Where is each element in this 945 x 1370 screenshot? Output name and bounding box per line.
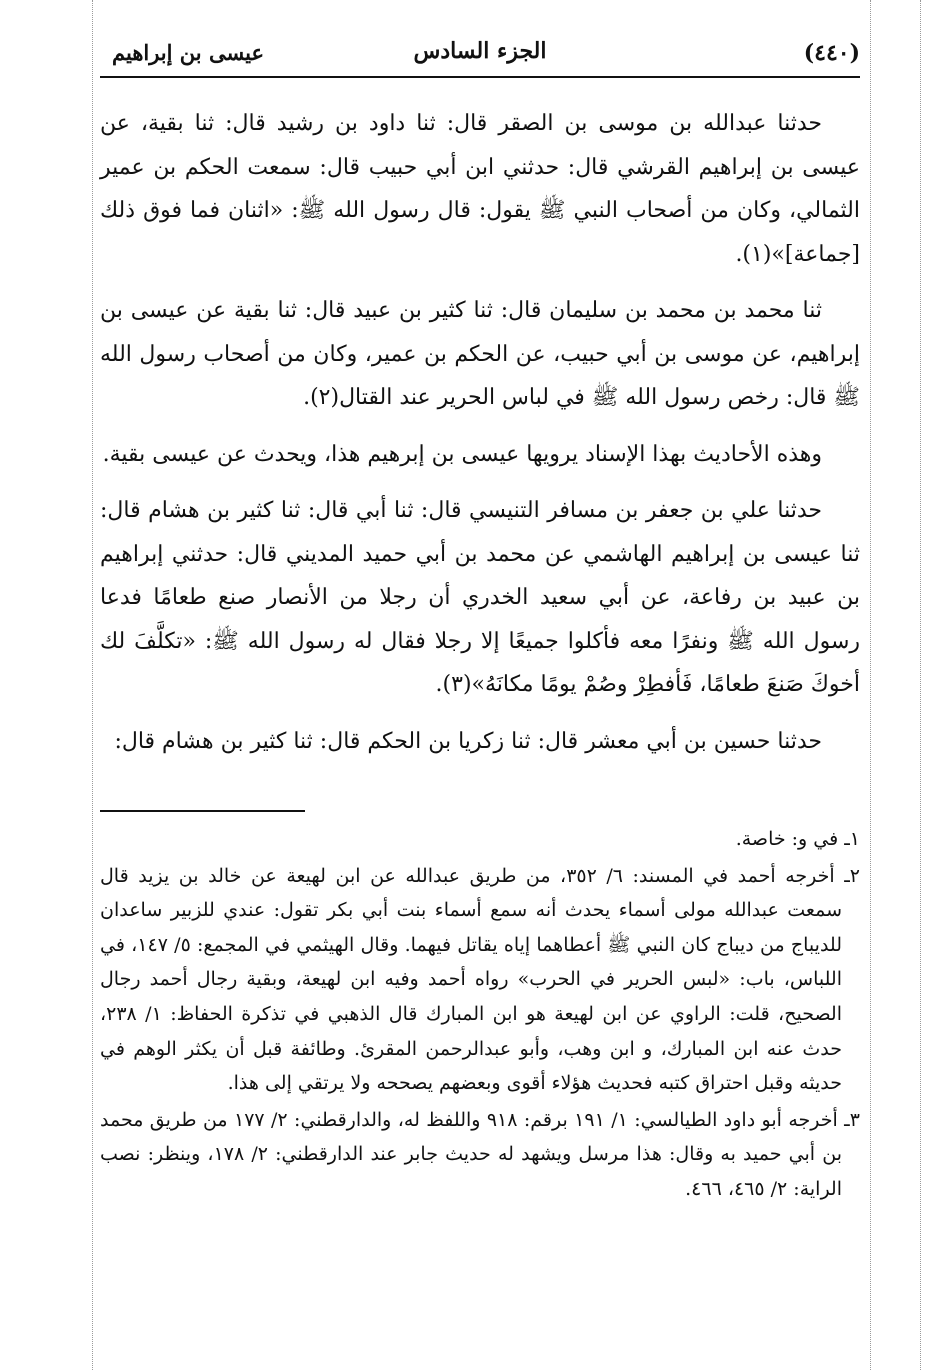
- page-guide-line: [920, 0, 921, 1370]
- header-rule: [100, 76, 860, 78]
- paragraph: حدثنا عبدالله بن موسى بن الصقر قال: ثنا داود بن رشيد قال: ثنا بقية، عن عيسى بن إبراهيم القرشي قال: حدثني ابن أبي حبيب قال: سمعت الحكم بن عمير الثمالي، وكان من أصحاب النبي ﷺ يقول: قال رسول الله ﷺ: «اثنان فما فوق ذلك [جماعة]»(١).: [100, 111, 860, 267]
- footnote: ٢ـ أخرجه أحمد في المسند: ٦/ ٣٥٢، من طريق عبدالله عن ابن لهيعة عن خالد بن يزيد قال سمعت عبدالله مولى أسماء يحدث أنه سمع أسماء بنت أبي بكر تقول: عندي للزبير ساعدان للديباج من ديباج كان النبي ﷺ أعطاهما إياه يقاتل فيهما. وقال الهيثمي في المجمع: ٥/ ١٤٧، في اللباس، باب: «لبس الحرير في الحرب» رواه أحمد وفيه ابن لهيعة، وبقية رجال أحمد رجال الصحيح، قلت: الراوي عن ابن لهيعة هو ابن المبارك قال الذهبي في تذكرة الحفاظ: ١/ ٢٣٨، حدث عنه ابن المبارك، و ابن وهب، وأبو عبدالرحمن المقرئ. وطائفة قبل أن يكثر الوهم في حديثه وقبل احتراق كتبه فحديث هؤلاء أقوى وبعضهم يصححه ولا يرتقي إلى هذا.: [100, 864, 860, 1095]
- paragraph: ثنا محمد بن محمد بن سليمان قال: ثنا كثير بن عبيد قال: ثنا بقية عن عيسى بن إبراهيم، عن موسى بن أبي حبيب، عن الحكم بن عمير، وكان من أصحاب رسول الله ﷺ قال: رخص رسول الله ﷺ في لباس الحرير عند القتال(٢).: [100, 298, 860, 410]
- footnotes: [100, 822, 860, 1209]
- paragraph: حدثنا علي بن جعفر بن مسافر التنيسي قال: ثنا أبي قال: ثنا كثير بن هشام قال: ثنا عيسى بن إبراهيم الهاشمي عن محمد بن أبي حميد المديني قال: حدثني إبراهيم بن عبيد بن رفاعة، عن أبي سعيد الخدري أن رجلا من الأنصار صنع طعامًا فدعا رسول الله ﷺ ونفرًا معه فأكلوا جميعًا إلا رجلا فقال له رسول الله ﷺ: «تكلَّفَ لك أخوكَ صَنعَ طعامًا، فَأفطِرْ وصُمْ يومًا مكانَهُ»(٣).: [100, 498, 861, 697]
- volume-title: الجزء السادس: [413, 38, 547, 64]
- footnote: ١ـ في و: خاصة.: [735, 828, 860, 850]
- page-number: (٤٤٠): [803, 40, 860, 66]
- main-text: [100, 102, 860, 776]
- paragraph: وهذه الأحاديث بهذا الإسناد يرويها عيسى بن إبرهيم هذا، ويحدث عن عيسى بقية.: [102, 441, 822, 467]
- entry-title: عيسى بن إبراهيم: [112, 40, 265, 65]
- page-header: [100, 30, 860, 76]
- page-guide-line: [92, 0, 93, 1370]
- book-page: [100, 30, 860, 1350]
- footnote-rule: [100, 810, 305, 812]
- page-guide-line: [870, 0, 871, 1370]
- paragraph: حدثنا حسين بن أبي معشر قال: ثنا زكريا بن الحكم قال: ثنا كثير بن هشام قال:: [114, 728, 822, 754]
- footnote: ٣ـ أخرجه أبو داود الطيالسي: ١/ ١٩١ برقم: ٩١٨ واللفظ له، والدارقطني: ٢/ ١٧٧ من طريق محمد بن أبي حميد به وقال: هذا مرسل ويشهد له حديث جابر عند الدارقطني: ٢/ ١٧٨، وينظر: نصب الراية: ٢/ ٤٦٥، ٤٦٦.: [100, 1108, 860, 1200]
